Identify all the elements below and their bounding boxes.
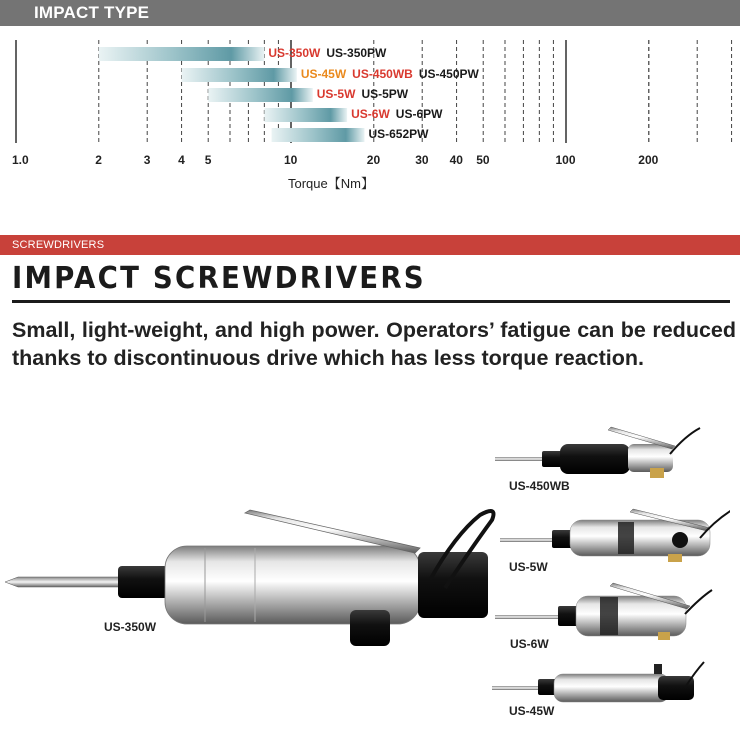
range-bar xyxy=(272,128,365,142)
tick-label: 5 xyxy=(204,153,212,167)
us-5w-tool-image xyxy=(490,508,730,566)
model-label: US-45W xyxy=(300,67,347,81)
range-bar-labels xyxy=(301,67,485,81)
product-label-us-450wb: US-450WB xyxy=(509,479,570,493)
x-axis-label: Torque【Nm】 xyxy=(288,176,374,191)
product-label-us-6w: US-6W xyxy=(510,637,549,651)
page-title: IMPACT SCREWDRIVERS xyxy=(12,261,426,296)
us-6w-tool-image xyxy=(490,582,720,642)
model-label: US-350W xyxy=(268,46,321,60)
us-350w-tool-image xyxy=(0,500,500,650)
tick-label: 40 xyxy=(449,153,463,167)
tick-label: 20 xyxy=(366,153,381,167)
range-bar-labels xyxy=(351,107,448,121)
tick-label: 2 xyxy=(95,153,102,167)
tick-label: 4 xyxy=(178,153,185,167)
model-label: US-450WB xyxy=(352,67,413,81)
torque-range-chart xyxy=(0,30,740,190)
range-bar-labels xyxy=(317,87,414,101)
model-label: US-5PW xyxy=(361,87,409,101)
range-bar xyxy=(264,108,347,122)
tick-label: 200 xyxy=(638,153,659,167)
model-label: US-6W xyxy=(351,107,390,121)
product-label-us-45w: US-45W xyxy=(509,704,555,718)
range-bar-labels xyxy=(268,46,392,60)
title-underline xyxy=(12,300,730,303)
model-label: US-350PW xyxy=(326,46,387,60)
range-bar xyxy=(182,68,297,82)
us-45w-tool-image xyxy=(490,658,720,704)
tick-label: 50 xyxy=(476,153,490,167)
model-label: US-652PW xyxy=(368,127,429,141)
impact-type-title: IMPACT TYPE xyxy=(34,3,150,22)
range-bar xyxy=(208,88,313,102)
range-bar xyxy=(99,47,265,61)
tick-label: 3 xyxy=(143,153,151,167)
category-band xyxy=(0,235,740,255)
tick-label: 10 xyxy=(284,153,298,167)
model-label: US-5W xyxy=(316,87,356,101)
tick-label: 1.0 xyxy=(12,153,29,167)
us-450wb-tool-image xyxy=(490,424,710,484)
model-label: US-6PW xyxy=(395,107,443,121)
product-label-us-350w: US-350W xyxy=(104,620,157,634)
product-description: Small, light-weight, and high power. Operators’ fatigue can be reduced thanks to discontinuous drive which has less torque reaction. xyxy=(12,318,736,370)
category-label: SCREWDRIVERS xyxy=(12,239,105,251)
product-label-us-5w: US-5W xyxy=(509,560,548,574)
range-bar-labels xyxy=(368,127,434,141)
tick-label: 30 xyxy=(415,153,429,167)
model-label: US-450PW xyxy=(418,67,479,81)
tick-label: 100 xyxy=(555,153,576,167)
